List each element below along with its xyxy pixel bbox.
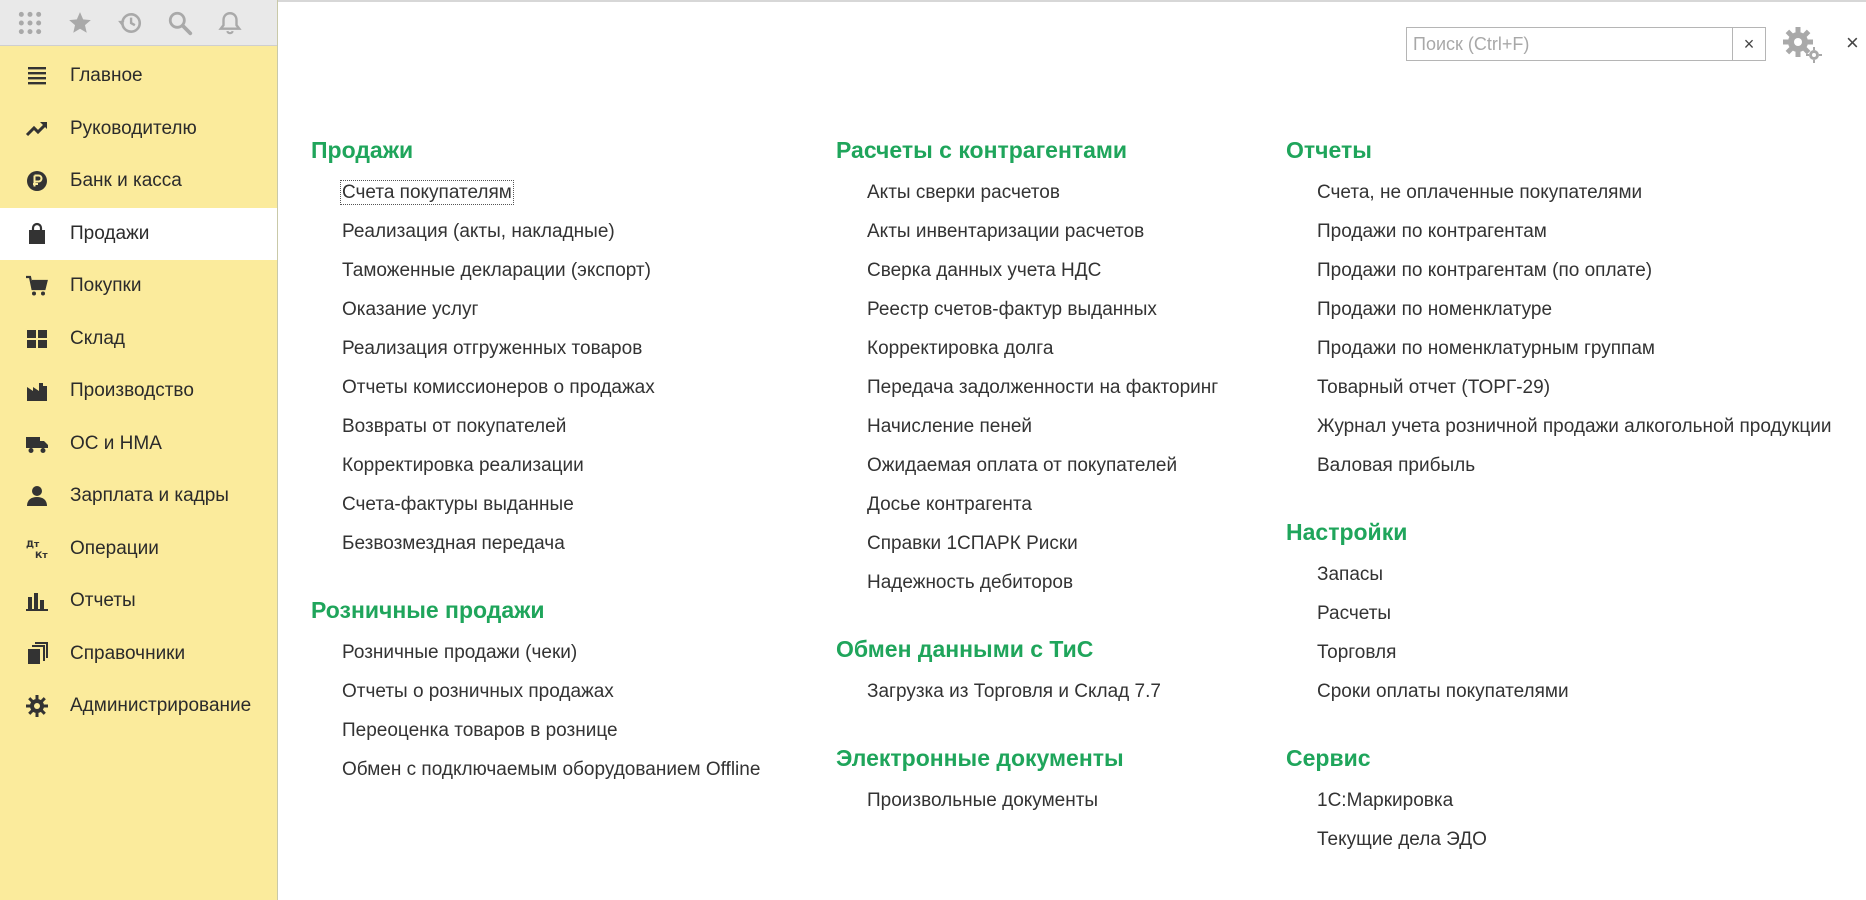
sidebar-item-sales[interactable]	[0, 208, 277, 261]
section	[836, 629, 1218, 714]
section-title: Сервис	[1286, 745, 1371, 771]
link-label: Расчеты	[1317, 603, 1392, 624]
sidebar-item-label: Склад	[70, 327, 125, 349]
link-label: Отчеты о розничных продажах	[342, 681, 614, 702]
link-item[interactable]	[867, 215, 1218, 254]
link-item[interactable]	[342, 410, 760, 449]
link-item[interactable]	[1317, 636, 1831, 675]
sidebar-item-label: Главное	[70, 65, 143, 87]
link-label: Розничные продажи (чеки)	[342, 642, 578, 663]
section-title: Расчеты с контрагентами	[836, 137, 1128, 163]
link-label: Торговля	[1317, 642, 1397, 663]
link-item[interactable]	[342, 449, 760, 488]
search-box	[1406, 27, 1766, 61]
sidebar-item-references[interactable]	[0, 628, 277, 681]
link-item[interactable]	[1317, 410, 1831, 449]
link-item[interactable]	[867, 527, 1218, 566]
link-label: Досье контрагента	[867, 494, 1032, 515]
link-item[interactable]	[342, 293, 760, 332]
sidebar-nav	[0, 50, 277, 733]
section-title: Настройки	[1286, 519, 1408, 545]
link-label: Реализация отгруженных товаров	[342, 338, 643, 359]
link-label: Текущие дела ЭДО	[1317, 829, 1487, 850]
warehouse-icon	[24, 326, 50, 352]
link-label: Реализация (акты, накладные)	[342, 221, 615, 242]
link-label: Счета покупателям	[342, 182, 512, 203]
sidebar	[0, 0, 278, 900]
section	[1286, 738, 1831, 862]
link-item[interactable]	[342, 215, 760, 254]
link-label: Надежность дебиторов	[867, 572, 1074, 593]
link-label: Начисление пеней	[867, 416, 1033, 437]
link-label: Таможенные декларации (экспорт)	[342, 260, 651, 281]
search-input[interactable]	[1407, 28, 1732, 60]
link-item[interactable]	[867, 332, 1218, 371]
apps-grid-icon[interactable]	[16, 9, 44, 37]
link-item[interactable]	[867, 784, 1218, 823]
link-item[interactable]	[1317, 293, 1831, 332]
link-item[interactable]	[1317, 371, 1831, 410]
link-list	[867, 176, 1218, 605]
link-item[interactable]	[1317, 176, 1831, 215]
sidebar-item-administration[interactable]	[0, 680, 277, 733]
link-item[interactable]	[1317, 597, 1831, 636]
section-title: Электронные документы	[836, 745, 1124, 771]
link-label: Возвраты от покупателей	[342, 416, 567, 437]
sidebar-item-label: Операции	[70, 537, 159, 559]
link-item[interactable]	[342, 675, 760, 714]
link-label: Сверка данных учета НДС	[867, 260, 1102, 281]
books-icon	[24, 641, 50, 667]
svg-text:Дт: Дт	[26, 539, 40, 550]
section	[836, 130, 1218, 605]
link-item[interactable]	[867, 254, 1218, 293]
gear-icon	[24, 693, 50, 719]
bell-icon[interactable]	[216, 9, 244, 37]
link-label: 1С:Маркировка	[1317, 790, 1454, 811]
link-label: Корректировка реализации	[342, 455, 584, 476]
sidebar-item-label: Администрирование	[70, 695, 252, 717]
debit-credit-icon	[24, 536, 50, 562]
link-label: Отчеты комиссионеров о продажах	[342, 377, 655, 398]
link-label: Безвозмездная передача	[342, 533, 565, 554]
link-item[interactable]	[1317, 823, 1831, 862]
link-label: Продажи по контрагентам	[1317, 221, 1547, 242]
sidebar-item-purchases[interactable]	[0, 260, 277, 313]
sidebar-item-label: Продажи	[70, 222, 150, 244]
sidebar-item-label: Справочники	[70, 642, 186, 664]
bar-chart-icon	[24, 588, 50, 614]
link-item[interactable]	[1317, 675, 1831, 714]
link-label: Справки 1СПАРК Риски	[867, 533, 1078, 554]
link-item[interactable]	[1317, 784, 1831, 823]
link-item[interactable]	[342, 254, 760, 293]
link-label: Передача задолженности на факторинг	[867, 377, 1219, 398]
section	[836, 738, 1218, 823]
link-label: Продажи по номенклатуре	[1317, 299, 1553, 320]
link-list	[867, 675, 1218, 714]
link-list	[1317, 176, 1831, 488]
content-column	[311, 130, 760, 816]
link-item[interactable]	[342, 488, 760, 527]
link-item[interactable]	[1317, 558, 1831, 597]
sidebar-item-warehouse[interactable]	[0, 313, 277, 366]
sidebar-item-bank[interactable]	[0, 155, 277, 208]
link-label: Загрузка из Торговля и Склад 7.7	[867, 681, 1161, 702]
link-label: Акты инвентаризации расчетов	[867, 221, 1145, 242]
section	[311, 130, 760, 566]
link-label: Счета, не оплаченные покупателями	[1317, 182, 1643, 203]
sidebar-item-main[interactable]	[0, 50, 277, 103]
sidebar-item-operations[interactable]	[0, 523, 277, 576]
content-column	[1286, 130, 1831, 886]
link-label: Корректировка долга	[867, 338, 1054, 359]
sidebar-item-label: Руководителю	[70, 117, 197, 139]
menu-lines-icon	[24, 63, 50, 89]
content-column	[836, 130, 1218, 847]
ruble-coin-icon	[24, 168, 50, 194]
link-label: Журнал учета розничной продажи алкогольной продукции	[1317, 416, 1832, 437]
sidebar-item-label: ОС и НМА	[70, 432, 162, 454]
link-label: Сроки оплаты покупателями	[1317, 681, 1569, 702]
link-label: Реестр счетов-фактур выданных	[867, 299, 1157, 320]
section-title: Обмен данными с ТиС	[836, 636, 1094, 662]
history-icon[interactable]	[116, 9, 144, 37]
truck-icon	[24, 431, 50, 457]
link-label: Обмен с подключаемым оборудованием Offline	[342, 759, 761, 780]
link-label: Запасы	[1317, 564, 1384, 585]
link-label: Переоценка товаров в рознице	[342, 720, 618, 741]
link-label: Произвольные документы	[867, 790, 1099, 811]
section	[1286, 130, 1831, 488]
link-item[interactable]	[867, 176, 1218, 215]
link-item[interactable]	[867, 675, 1218, 714]
link-label: Продажи по номенклатурным группам	[1317, 338, 1655, 359]
svg-text:Кт: Кт	[35, 550, 48, 561]
search-clear-button[interactable]: ×	[1732, 28, 1765, 60]
trend-icon	[24, 116, 50, 142]
section-title: Отчеты	[1286, 137, 1372, 163]
shopping-bag-icon	[24, 221, 50, 247]
sidebar-item-manager[interactable]	[0, 103, 277, 156]
link-item[interactable]	[1317, 449, 1831, 488]
link-label: Счета-фактуры выданные	[342, 494, 574, 515]
sidebar-item-assets[interactable]	[0, 418, 277, 471]
link-item[interactable]	[342, 753, 760, 792]
top-border	[278, 0, 1866, 2]
factory-icon	[24, 378, 50, 404]
link-list	[1317, 784, 1831, 862]
link-list	[342, 176, 760, 566]
sidebar-item-label: Производство	[70, 380, 194, 402]
link-item[interactable]	[342, 371, 760, 410]
sidebar-item-reports[interactable]	[0, 575, 277, 628]
sidebar-item-salary[interactable]	[0, 470, 277, 523]
link-list	[342, 636, 760, 792]
section	[1286, 512, 1831, 714]
star-icon[interactable]	[66, 9, 94, 37]
link-label: Продажи по контрагентам (по оплате)	[1317, 260, 1653, 281]
search-icon[interactable]	[166, 9, 194, 37]
section-title: Продажи	[311, 137, 414, 163]
sidebar-toolbar	[0, 0, 277, 46]
sidebar-item-label: Банк и касса	[70, 170, 182, 192]
link-label: Ожидаемая оплата от покупателей	[867, 455, 1178, 476]
link-item[interactable]	[867, 293, 1218, 332]
link-item[interactable]	[867, 566, 1218, 605]
sidebar-item-label: Зарплата и кадры	[70, 485, 229, 507]
link-item[interactable]	[342, 176, 760, 215]
link-item[interactable]	[867, 449, 1218, 488]
link-item[interactable]	[342, 714, 760, 753]
link-label: Акты сверки расчетов	[867, 182, 1060, 203]
link-item[interactable]	[1317, 254, 1831, 293]
sidebar-item-label: Отчеты	[70, 590, 136, 612]
link-item[interactable]	[867, 410, 1218, 449]
link-item[interactable]	[1317, 332, 1831, 371]
link-label: Валовая прибыль	[1317, 455, 1476, 476]
section-title: Розничные продажи	[311, 597, 545, 623]
settings-gear-icon[interactable]	[1782, 26, 1824, 64]
link-list	[867, 784, 1218, 823]
link-item[interactable]	[342, 527, 760, 566]
link-label: Оказание услуг	[342, 299, 479, 320]
link-label: Товарный отчет (ТОРГ-29)	[1317, 377, 1551, 398]
person-icon	[24, 483, 50, 509]
link-item[interactable]	[1317, 215, 1831, 254]
close-button[interactable]: ×	[1846, 30, 1859, 55]
link-item[interactable]	[867, 488, 1218, 527]
link-item[interactable]	[342, 636, 760, 675]
link-list	[1317, 558, 1831, 714]
link-item[interactable]	[867, 371, 1218, 410]
cart-icon	[24, 273, 50, 299]
link-item[interactable]	[342, 332, 760, 371]
sidebar-item-label: Покупки	[70, 275, 142, 297]
section	[311, 590, 760, 792]
sidebar-item-production[interactable]	[0, 365, 277, 418]
